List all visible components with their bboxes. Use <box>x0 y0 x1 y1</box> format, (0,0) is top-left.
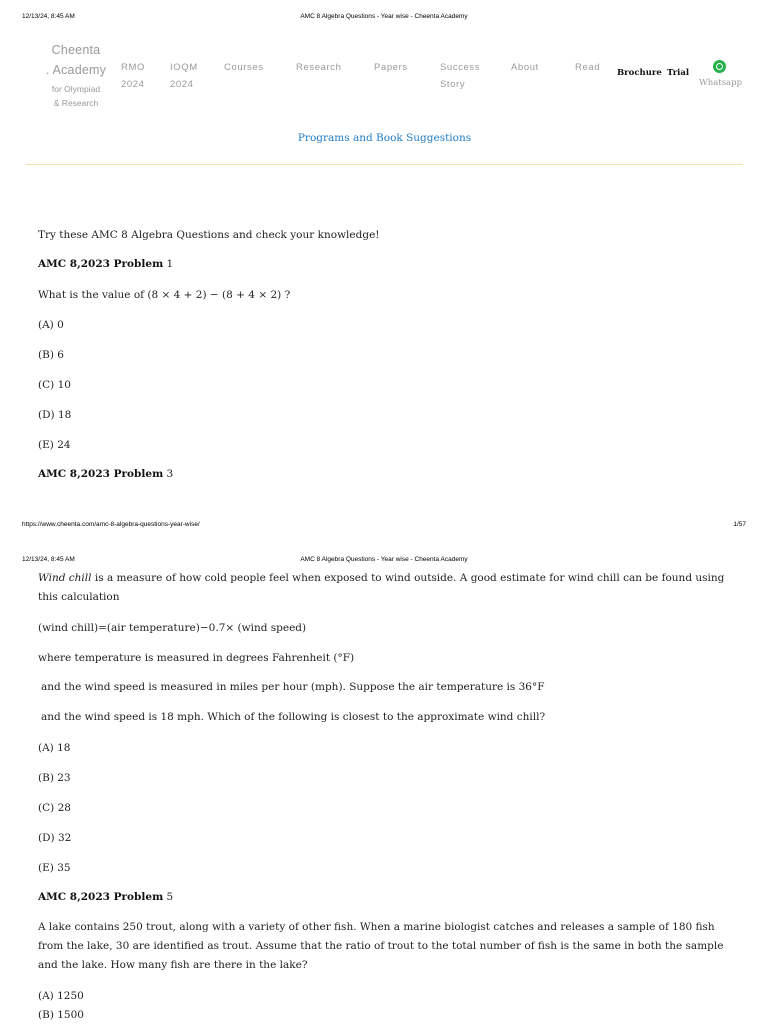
print-page-title: AMC 8 Algebra Questions - Year wise - Cheenta Academy <box>300 13 468 20</box>
logo-line-2: . Academy <box>45 63 107 77</box>
problem-1-option-e: (E) 24 <box>38 439 71 451</box>
problem-heading-number: 1 <box>166 258 174 270</box>
formula-left: (wind chill)=(air temperature) <box>38 622 200 634</box>
print-datetime: 12/13/24, 8:45 AM <box>22 13 75 20</box>
problem-1-option-a: (A) 0 <box>38 319 64 331</box>
whatsapp-button[interactable] <box>699 58 743 88</box>
nav-research[interactable]: Research <box>296 62 342 73</box>
problem-3-option-d: (D) 32 <box>38 832 72 844</box>
problem-heading-number: 3 <box>166 468 174 480</box>
problem-1-heading <box>38 255 730 274</box>
print-page-title: AMC 8 Algebra Questions - Year wise - Cheenta Academy <box>300 556 468 563</box>
problem-heading-label: AMC 8,2023 Problem <box>38 891 164 903</box>
problem-5-heading <box>38 888 730 907</box>
whatsapp-label: Whatsapp <box>699 78 743 88</box>
temperature-unit: (°F) <box>333 652 355 664</box>
problem-3-option-c: (C) 28 <box>38 802 71 814</box>
air-temperature-value: 36°F <box>518 681 545 693</box>
temperature-text: where temperature is measured in degrees Fahrenheit <box>38 652 334 664</box>
question-suffix: ? <box>281 289 291 301</box>
problem-3-closing: and the wind speed is 18 mph. Which of the following is closest to the approximate wind chill? <box>41 711 546 723</box>
problem-1-option-d: (D) 18 <box>38 409 72 421</box>
problem-3-intro-text: is a measure of how cold people feel when exposed to wind outside. A good estimate for wind chill can be found using this calculation <box>38 572 725 603</box>
problem-heading-number: 5 <box>166 891 174 903</box>
nav-courses[interactable]: Courses <box>224 62 264 73</box>
programs-bar <box>26 126 743 165</box>
nav-brochure[interactable]: Brochure <box>617 68 662 78</box>
problem-heading-label: AMC 8,2023 Problem <box>38 258 164 270</box>
problem-heading-label: AMC 8,2023 Problem <box>38 468 164 480</box>
question-math: (8 × 4 + 2) − (8 + 4 × 2) <box>147 289 282 301</box>
problem-5-text: A lake contains 250 trout, along with a variety of other fish. When a marine biologist catches and releases a sample of 180 fish from the lake, 30 are identified as trout. Assume that the ratio of trout to the total number of fish is the same in both the sample and the lake. How many fish are there in the lake? <box>38 921 724 971</box>
nav-success-story[interactable]: Success Story <box>440 62 481 90</box>
nav-rmo-2024[interactable]: RMO 2024 <box>121 62 145 90</box>
problem-3-formula <box>38 619 730 638</box>
nav-ioqm-2024[interactable]: IOQM 2024 <box>170 62 198 90</box>
nav-about[interactable]: About <box>511 62 539 73</box>
intro-text: Try these AMC 8 Algebra Questions and check your knowledge! <box>38 229 380 241</box>
problem-1-question <box>38 286 730 305</box>
wind-chill-term: Wind chill <box>38 572 92 584</box>
print-url[interactable]: https://www.cheenta.com/amc-8-algebra-questions-year-wise/ <box>22 521 200 528</box>
nav-papers[interactable]: Papers <box>374 62 408 73</box>
formula-right: (wind speed) <box>234 622 307 634</box>
problem-3-option-a: (A) 18 <box>38 742 71 754</box>
problem-3-intro <box>38 569 730 607</box>
problem-3-temperature <box>38 649 730 668</box>
formula-math: −0.7× <box>199 622 235 634</box>
print-datetime: 12/13/24, 8:45 AM <box>22 556 75 563</box>
nav-read[interactable]: Read <box>575 62 601 73</box>
logo-line-4: & Research <box>53 98 99 108</box>
problem-1-option-b: (B) 6 <box>38 349 64 361</box>
logo-line-1: Cheenta <box>51 43 101 57</box>
cheenta-logo[interactable] <box>36 40 116 110</box>
logo-line-3: for Olympiad <box>51 84 101 94</box>
question-prefix: What is the value of <box>38 289 148 301</box>
problem-1-option-c: (C) 10 <box>38 379 71 391</box>
problem-5-option-a: (A) 1250 <box>38 990 84 1002</box>
speed-text: and the wind speed is measured in miles per hour (mph). Suppose the air temperature is <box>41 681 519 693</box>
problem-3-option-e: (E) 35 <box>38 862 71 874</box>
problem-3-option-b: (B) 23 <box>38 772 71 784</box>
problem-5-option-b: (B) 1500 <box>38 1009 84 1021</box>
problem-3-heading <box>38 465 730 484</box>
nav-trial[interactable]: Trial <box>667 68 690 78</box>
problem-3-speed <box>41 678 733 697</box>
whatsapp-icon <box>713 60 726 73</box>
programs-link[interactable]: Programs and Book Suggestions <box>297 132 472 144</box>
print-page-number: 1/57 <box>733 521 746 528</box>
